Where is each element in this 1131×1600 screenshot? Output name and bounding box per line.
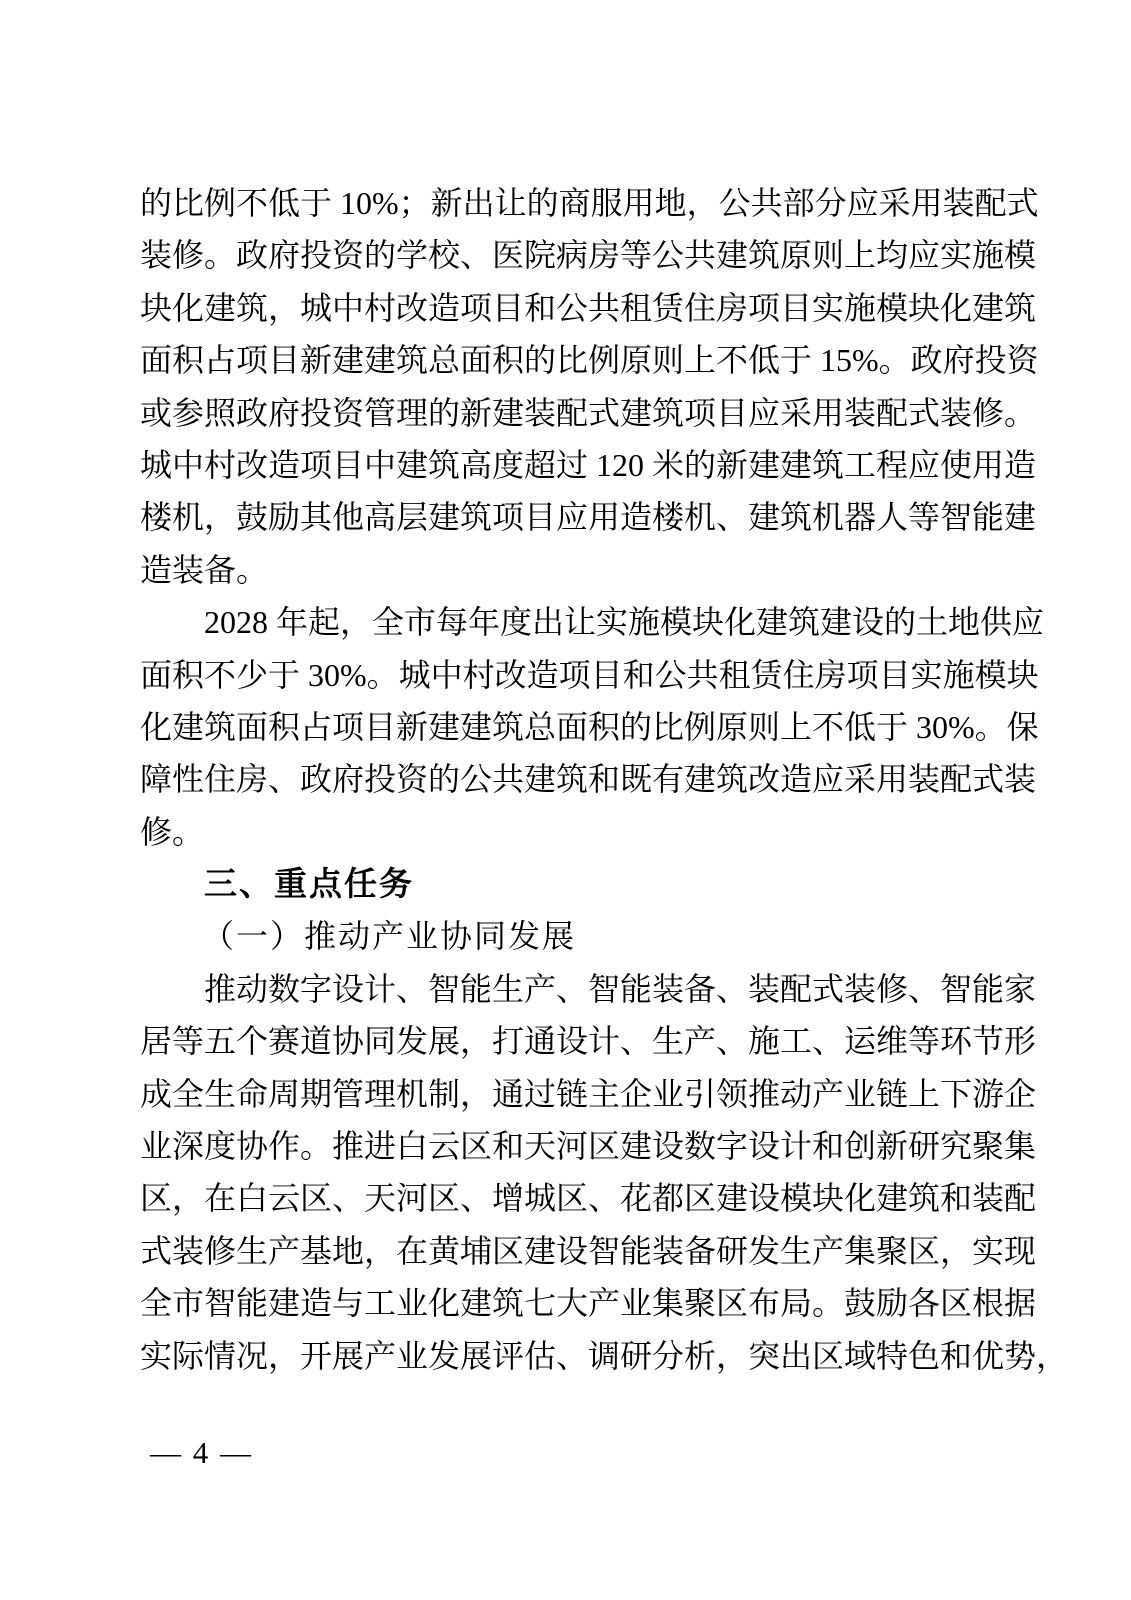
text-line: 成全生命周期管理机制，通过链主企业引领推动产业链上下游企 xyxy=(140,1075,1037,1112)
text-line: 面积不少于 30%。城中村改造项目和公共租赁住房项目实施模块 xyxy=(140,656,1039,693)
text-line: 的比例不低于 10%；新出让的商服用地，公共部分应采用装配式 xyxy=(140,185,1039,221)
paragraph-assembly-policy xyxy=(140,177,1039,596)
paragraph-industry-synergy xyxy=(140,963,1069,1382)
text-line: 造装备。 xyxy=(140,551,269,588)
page-footer xyxy=(150,1428,253,1478)
text-line: 式装修生产基地，在黄埔区建设智能装备研发生产集聚区，实现 xyxy=(140,1232,1037,1269)
text-line: 居等五个赛道协同发展，打通设计、生产、施工、运维等环节形 xyxy=(140,1023,1037,1060)
text-line: 装修。政府投资的学校、医院病房等公共建筑原则上均应实施模 xyxy=(140,237,1037,274)
text-line: 实际情况，开展产业发展评估、调研分析，突出区域特色和优势， xyxy=(140,1337,1069,1374)
text-line: 面积占项目新建建筑总面积的比例原则上不低于 15%。政府投资 xyxy=(140,342,1039,379)
document-body xyxy=(140,177,1069,1382)
text-line: 业深度协作。推进白云区和天河区建设数字设计和创新研究聚集 xyxy=(140,1128,1037,1165)
text-line: 2028 年起，全市每年度出让实施模块化建筑建设的土地供应 xyxy=(204,604,1045,641)
text-line: 楼机，鼓励其他高层建筑项目应用造楼机、建筑机器人等智能建 xyxy=(140,499,1037,536)
subsection-heading: （一）推动产业协同发展 xyxy=(202,918,577,955)
text-line: 化建筑面积占项目新建建筑总面积的比例原则上不低于 30%。保 xyxy=(140,708,1039,745)
text-line: 障性住房、政府投资的公共建筑和既有建筑改造应采用装配式装 xyxy=(140,761,1037,798)
page-number: — 4 — xyxy=(150,1435,253,1470)
text-line: 推动数字设计、智能生产、智能装备、装配式装修、智能家 xyxy=(204,970,1037,1007)
text-line: 或参照政府投资管理的新建装配式建筑项目应采用装配式装修。 xyxy=(140,394,1037,431)
text-line: 城中村改造项目中建筑高度超过 120 米的新建建筑工程应使用造 xyxy=(140,446,1037,483)
text-line: 块化建筑，城中村改造项目和公共租赁住房项目实施模块化建筑 xyxy=(140,289,1037,326)
text-line: 修。 xyxy=(140,813,205,850)
text-line: 全市智能建造与工业化建筑七大产业集聚区布局。鼓励各区根据 xyxy=(140,1285,1037,1322)
paragraph-2028-targets xyxy=(140,596,1045,858)
text-line: 区，在白云区、天河区、增城区、花都区建设模块化建筑和装配 xyxy=(140,1180,1037,1217)
section-heading: 三、重点任务 xyxy=(204,865,414,903)
